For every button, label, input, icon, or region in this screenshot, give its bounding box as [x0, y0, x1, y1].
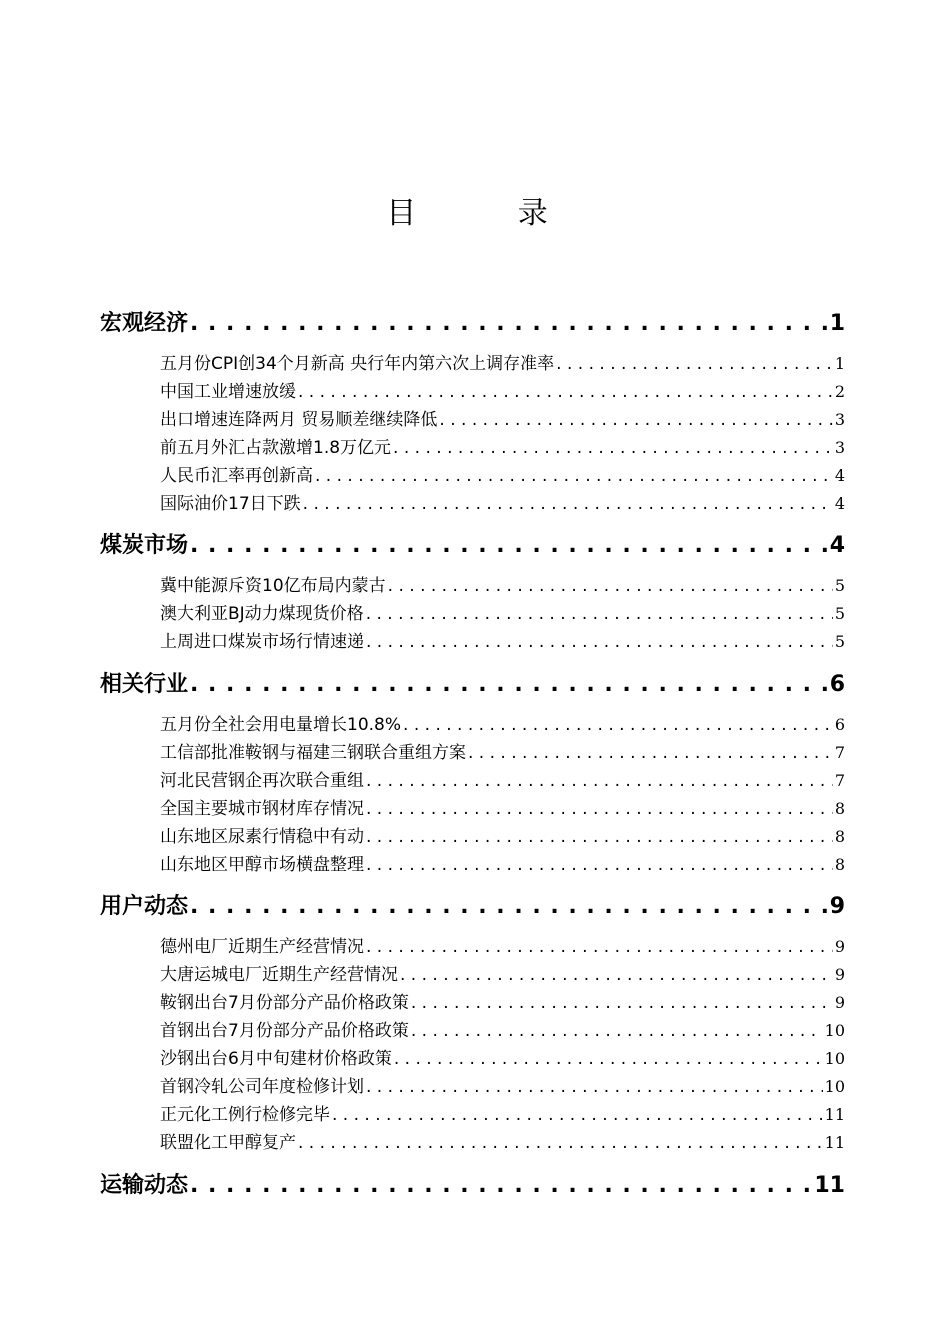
toc-leader-dots — [366, 934, 833, 960]
toc-entry-label: 冀中能源斥资10亿布局内蒙古 — [160, 576, 386, 596]
toc-section-label: 煤炭市场 — [100, 533, 189, 558]
toc-entry-page: 9 — [834, 965, 845, 984]
toc-entry-label: 全国主要城市钢材库存情况 — [160, 799, 364, 819]
toc-entry-label: 首钢出台7月份部分产品价格政策 — [160, 1021, 409, 1041]
toc-entry[interactable] — [160, 379, 845, 405]
toc-leader-dots — [366, 824, 833, 850]
toc-leader-dots — [556, 351, 833, 377]
toc-entry-label: 上周进口煤炭市场行情速递 — [160, 632, 364, 652]
toc-entry[interactable] — [160, 990, 845, 1016]
toc-entry[interactable] — [160, 1102, 845, 1128]
toc-section-page: 6 — [829, 672, 845, 697]
toc-section-page: 4 — [829, 533, 845, 558]
toc-entry[interactable] — [160, 491, 845, 517]
toc-leader-dots — [394, 1046, 823, 1072]
toc-leader-dots — [366, 601, 833, 627]
toc-entry-page: 3 — [834, 438, 845, 457]
toc-entry[interactable] — [160, 1074, 845, 1100]
toc-entry-page: 11 — [824, 1133, 845, 1152]
toc-entry-page: 10 — [824, 1021, 845, 1040]
toc-leader-dots — [439, 407, 832, 433]
toc-entry[interactable] — [160, 1130, 845, 1156]
toc-entry-label: 人民币汇率再创新高 — [160, 466, 313, 486]
toc-entry-label: 山东地区甲醇市场横盘整理 — [160, 855, 364, 875]
toc-section-label: 宏观经济 — [100, 311, 189, 336]
toc-entry-label: 国际油价17日下跌 — [160, 494, 301, 514]
toc-entry-page: 8 — [834, 799, 845, 818]
toc-entry[interactable] — [160, 629, 845, 655]
toc-leader-dots — [366, 852, 833, 878]
toc-leader-dots — [298, 1130, 823, 1156]
toc-entry-page: 8 — [834, 855, 845, 874]
toc-entry-page: 2 — [834, 382, 845, 401]
toc-leader-dots — [388, 573, 833, 599]
toc-leader-dots — [468, 740, 833, 766]
toc-entry-page: 1 — [834, 354, 845, 373]
toc-leader-dots — [190, 890, 828, 924]
toc-entry-page: 5 — [834, 604, 845, 623]
toc-leader-dots — [190, 529, 828, 563]
toc-leader-dots — [366, 1074, 823, 1100]
toc-section-customer-news[interactable] — [100, 890, 845, 924]
toc-entry[interactable] — [160, 435, 845, 461]
toc-entry-page: 9 — [834, 937, 845, 956]
toc-leader-dots — [400, 962, 833, 988]
toc-entry-page: 5 — [834, 632, 845, 651]
toc-entry-page: 10 — [824, 1077, 845, 1096]
toc-entry[interactable] — [160, 712, 845, 738]
toc-leader-dots — [403, 712, 833, 738]
toc-section-page: 9 — [829, 894, 845, 919]
toc-entry-page: 9 — [834, 993, 845, 1012]
toc-entry-page: 10 — [824, 1049, 845, 1068]
toc-entry[interactable] — [160, 463, 845, 489]
toc-leader-dots — [303, 491, 833, 517]
toc-leader-dots — [366, 796, 833, 822]
toc-leader-dots — [190, 1169, 812, 1203]
toc-section-related-industries[interactable] — [100, 668, 845, 702]
toc-entry-page: 4 — [834, 466, 845, 485]
toc-entry-label: 德州电厂近期生产经营情况 — [160, 937, 364, 957]
toc-entry-label: 出口增速连降两月 贸易顺差继续降低 — [160, 410, 438, 430]
toc-entry[interactable] — [160, 852, 845, 878]
toc-entry[interactable] — [160, 351, 845, 377]
toc-entry-label: 联盟化工甲醇复产 — [160, 1133, 296, 1153]
toc-leader-dots — [298, 379, 833, 405]
toc-entry-page: 4 — [834, 494, 845, 513]
toc-entry-page: 7 — [834, 743, 845, 762]
toc-entry-label: 五月份全社会用电量增长10.8% — [160, 715, 402, 735]
toc-entry-label: 首钢冷轧公司年度检修计划 — [160, 1077, 364, 1097]
toc-section-page: 11 — [814, 1173, 845, 1198]
toc-entry[interactable] — [160, 796, 845, 822]
toc-entry-label: 澳大利亚BJ动力煤现货价格 — [160, 604, 364, 624]
toc-entry-page: 7 — [834, 771, 845, 790]
toc-leader-dots — [366, 768, 833, 794]
toc-section-label: 运输动态 — [100, 1173, 189, 1198]
toc-entry-page: 11 — [824, 1105, 845, 1124]
toc-section-transport-news[interactable] — [100, 1169, 845, 1203]
toc-entry[interactable] — [160, 407, 845, 433]
toc-entry[interactable] — [160, 768, 845, 794]
toc-entry-label: 正元化工例行检修完毕 — [160, 1105, 330, 1125]
toc-entry-label: 前五月外汇占款激增1.8万亿元 — [160, 438, 392, 458]
toc-leader-dots — [411, 1018, 823, 1044]
toc-entry[interactable] — [160, 740, 845, 766]
toc-entry-label: 大唐运城电厂近期生产经营情况 — [160, 965, 398, 985]
toc-entry-page: 6 — [834, 715, 845, 734]
toc-entry-label: 山东地区尿素行情稳中有动 — [160, 827, 364, 847]
toc-entry-label: 沙钢出台6月中旬建材价格政策 — [160, 1049, 392, 1069]
toc-section-page: 1 — [829, 311, 845, 336]
toc-entry[interactable] — [160, 601, 845, 627]
toc-entry-label: 河北民营钢企再次联合重组 — [160, 771, 364, 791]
toc-leader-dots — [190, 668, 828, 702]
toc-section-macro-economy[interactable] — [100, 307, 845, 341]
toc-entry[interactable] — [160, 824, 845, 850]
toc-leader-dots — [366, 629, 833, 655]
page-title: 目 录 — [386, 196, 594, 231]
toc-leader-dots — [393, 435, 833, 461]
toc-entry[interactable] — [160, 934, 845, 960]
toc-entry[interactable] — [160, 573, 845, 599]
toc-entry-label: 中国工业增速放缓 — [160, 382, 296, 402]
toc-entry-label: 五月份CPI创34个月新高 央行年内第六次上调存准率 — [160, 354, 555, 374]
toc-entry-page: 5 — [834, 576, 845, 595]
toc-section-label: 用户动态 — [100, 894, 189, 919]
toc-entry-label: 工信部批准鞍钢与福建三钢联合重组方案 — [160, 743, 466, 763]
toc-entry-page: 3 — [834, 410, 845, 429]
toc-entry[interactable] — [160, 962, 845, 988]
toc-section-coal-market[interactable] — [100, 529, 845, 563]
toc-leader-dots — [332, 1102, 823, 1128]
toc-entry[interactable] — [160, 1018, 845, 1044]
toc-section-label: 相关行业 — [100, 672, 189, 697]
toc-entry-label: 鞍钢出台7月份部分产品价格政策 — [160, 993, 409, 1013]
toc-leader-dots — [190, 307, 828, 341]
toc-leader-dots — [315, 463, 833, 489]
toc-leader-dots — [411, 990, 833, 1016]
toc-entry-page: 8 — [834, 827, 845, 846]
toc-entry[interactable] — [160, 1046, 845, 1072]
